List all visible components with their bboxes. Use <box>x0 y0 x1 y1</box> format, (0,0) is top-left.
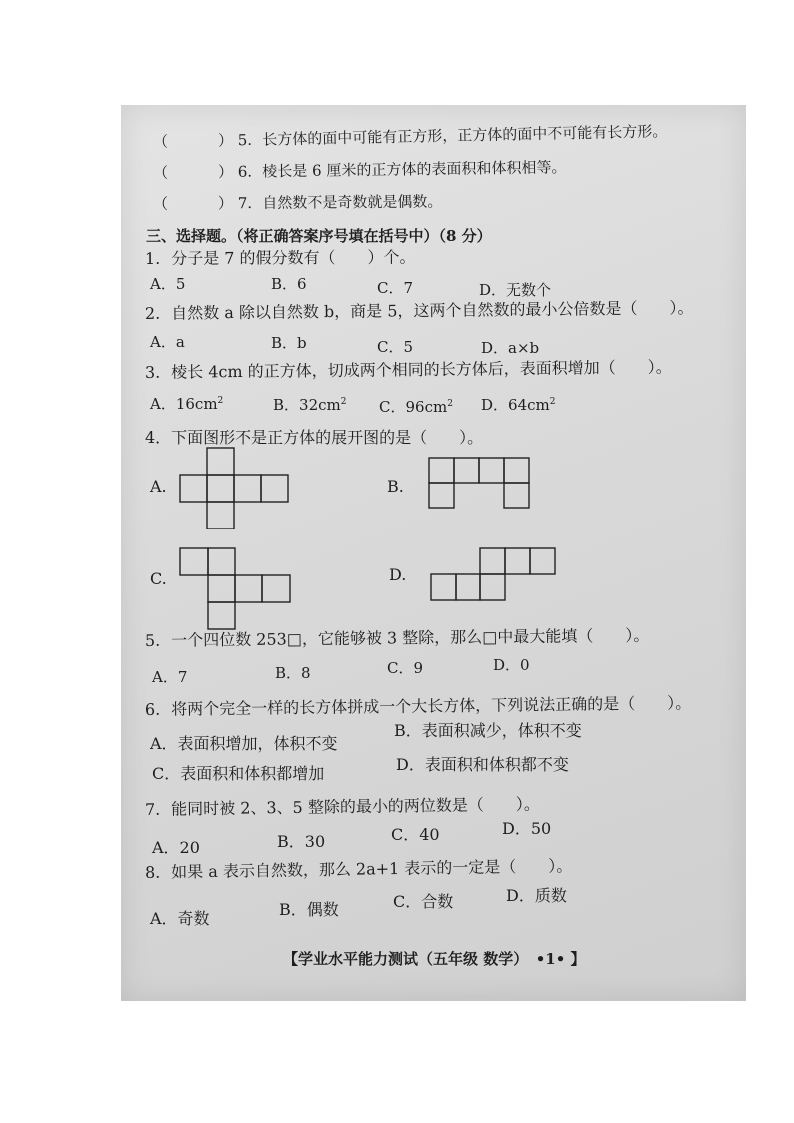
question-3-stem: 3．棱长 4cm 的正方体，切成两个相同的长方体后，表面积增加（ ）。 <box>144 357 672 382</box>
q8-option-d: D．质数 <box>506 886 567 905</box>
page-footer: 【学业水平能力测试（五年级 数学） •1• 】 <box>283 950 586 968</box>
section-title: 三、选择题。（将正确答案序号填在括号中）（8 分） <box>146 227 492 245</box>
q5-option-b: B．8 <box>275 664 311 682</box>
q1-option-c: C．7 <box>377 279 414 297</box>
q6-option-a: A．表面积增加，体积不变 <box>150 734 338 753</box>
q1-option-b: B．6 <box>271 275 307 293</box>
cube-net-b <box>428 457 532 515</box>
q2-option-b: B．b <box>271 334 307 352</box>
q1-option-a: A．5 <box>150 275 186 293</box>
q7-option-b: B．30 <box>277 832 326 851</box>
q7-option-d: D．50 <box>502 819 552 838</box>
q2-option-d: D．a×b <box>481 339 540 357</box>
q2-option-a: A．a <box>150 333 185 351</box>
q4-option-c-label: C. <box>150 569 167 588</box>
q1-option-d: D．无数个 <box>479 281 552 299</box>
q2-option-c: C．5 <box>377 338 414 356</box>
q4-option-d-label: D. <box>389 565 407 584</box>
q5-option-a: A．7 <box>152 668 188 686</box>
cube-net-d <box>430 547 558 607</box>
q4-option-a-label: A. <box>150 477 167 496</box>
q8-option-c: C．合数 <box>393 892 454 911</box>
judge-item-6: （ ） 6．棱长是 6 厘米的正方体的表面积和体积相等。 <box>152 158 567 182</box>
q3-option-a: A．$16cm^2$ <box>150 395 224 413</box>
question-2-stem: 2．自然数 a 除以自然数 b，商是 5，这两个自然数的最小公倍数是（ ）。 <box>144 298 694 323</box>
question-7-stem: 7．能同时被 2、3、5 整除的最小的两位数是（ ）。 <box>144 794 540 819</box>
q3-option-d: D．$64cm^2$ <box>481 396 556 414</box>
q8-option-a: A．奇数 <box>150 909 210 928</box>
judge-item-5: （ ） 5．长方体的面中可能有正方形，正方体的面中不可能有长方形。 <box>152 122 668 151</box>
cube-net-a <box>179 447 291 533</box>
q3-option-c: C．$96cm^2$ <box>379 398 453 416</box>
question-1-stem: 1．分子是 7 的假分数有（ ）个。 <box>144 247 416 268</box>
question-5-stem: 5．一个四位数 253□，它能够被 3 整除，那么□中最大能填（ ）。 <box>144 625 650 650</box>
cube-net-c <box>179 547 293 635</box>
judge-item-7: （ ） 7．自然数不是奇数就是偶数。 <box>152 192 443 213</box>
q6-option-b: B．表面积减少，体积不变 <box>394 721 582 740</box>
q7-option-c: C．40 <box>391 825 440 844</box>
q5-option-c: C．9 <box>387 659 424 677</box>
q8-option-b: B．偶数 <box>279 900 339 919</box>
q6-option-c: C．表面积和体积都增加 <box>152 764 325 783</box>
q4-option-b-label: B. <box>387 477 404 496</box>
q3-option-b: B．$32cm^2$ <box>273 396 347 414</box>
q5-option-d: D．0 <box>493 656 530 674</box>
question-4-stem: 4．下面图形不是正方体的展开图的是（ ）。 <box>145 428 484 447</box>
question-8-stem: 8．如果 a 表示自然数，那么 2a+1 表示的一定是（ ）。 <box>144 856 573 882</box>
question-6-stem: 6．将两个完全一样的长方体拼成一个大长方体，下列说法正确的是（ ）。 <box>144 693 692 719</box>
q6-option-d: D．表面积和体积都不变 <box>396 755 569 774</box>
photographed-page <box>121 105 746 1001</box>
q7-option-a: A．20 <box>152 838 200 857</box>
